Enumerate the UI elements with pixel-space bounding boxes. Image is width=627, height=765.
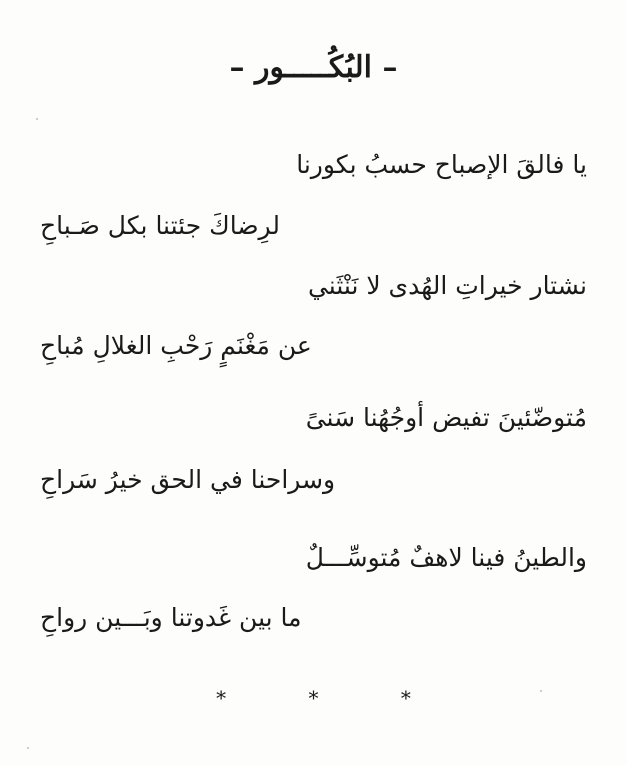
- poem-line-3: نشتار خيراتِ الهُدى لا نَنْثَني: [307, 271, 587, 300]
- poem-title: – البُكُـــــور –: [229, 50, 398, 85]
- poem-line-8: ما بين غَدوتنا وبَـــين رواحِ: [40, 603, 302, 632]
- poem-line-5: مُتوضّئينَ تفيض أوجُهُنا سَنىً: [305, 403, 587, 432]
- poem-line-1: يا فالقَ الإصباح حسبُ بكورنا: [296, 150, 587, 179]
- poem-line-6: وسراحنا في الحق خيرُ سَراحِ: [40, 465, 336, 494]
- scan-speck: [36, 118, 38, 120]
- poem-line-2: لرِضاكَ جئتنا بكل صَـباحِ: [40, 211, 280, 240]
- poem-line-4: عن مَغْنَمٍ رَحْبِ الغلالِ مُباحِ: [40, 331, 312, 360]
- poem-line-7: والطينُ فينا لاهفٌ مُتوسِّـــلٌ: [305, 543, 587, 572]
- scan-speck: [540, 690, 542, 692]
- section-separator: * * *: [216, 686, 449, 710]
- scan-speck: [27, 747, 29, 749]
